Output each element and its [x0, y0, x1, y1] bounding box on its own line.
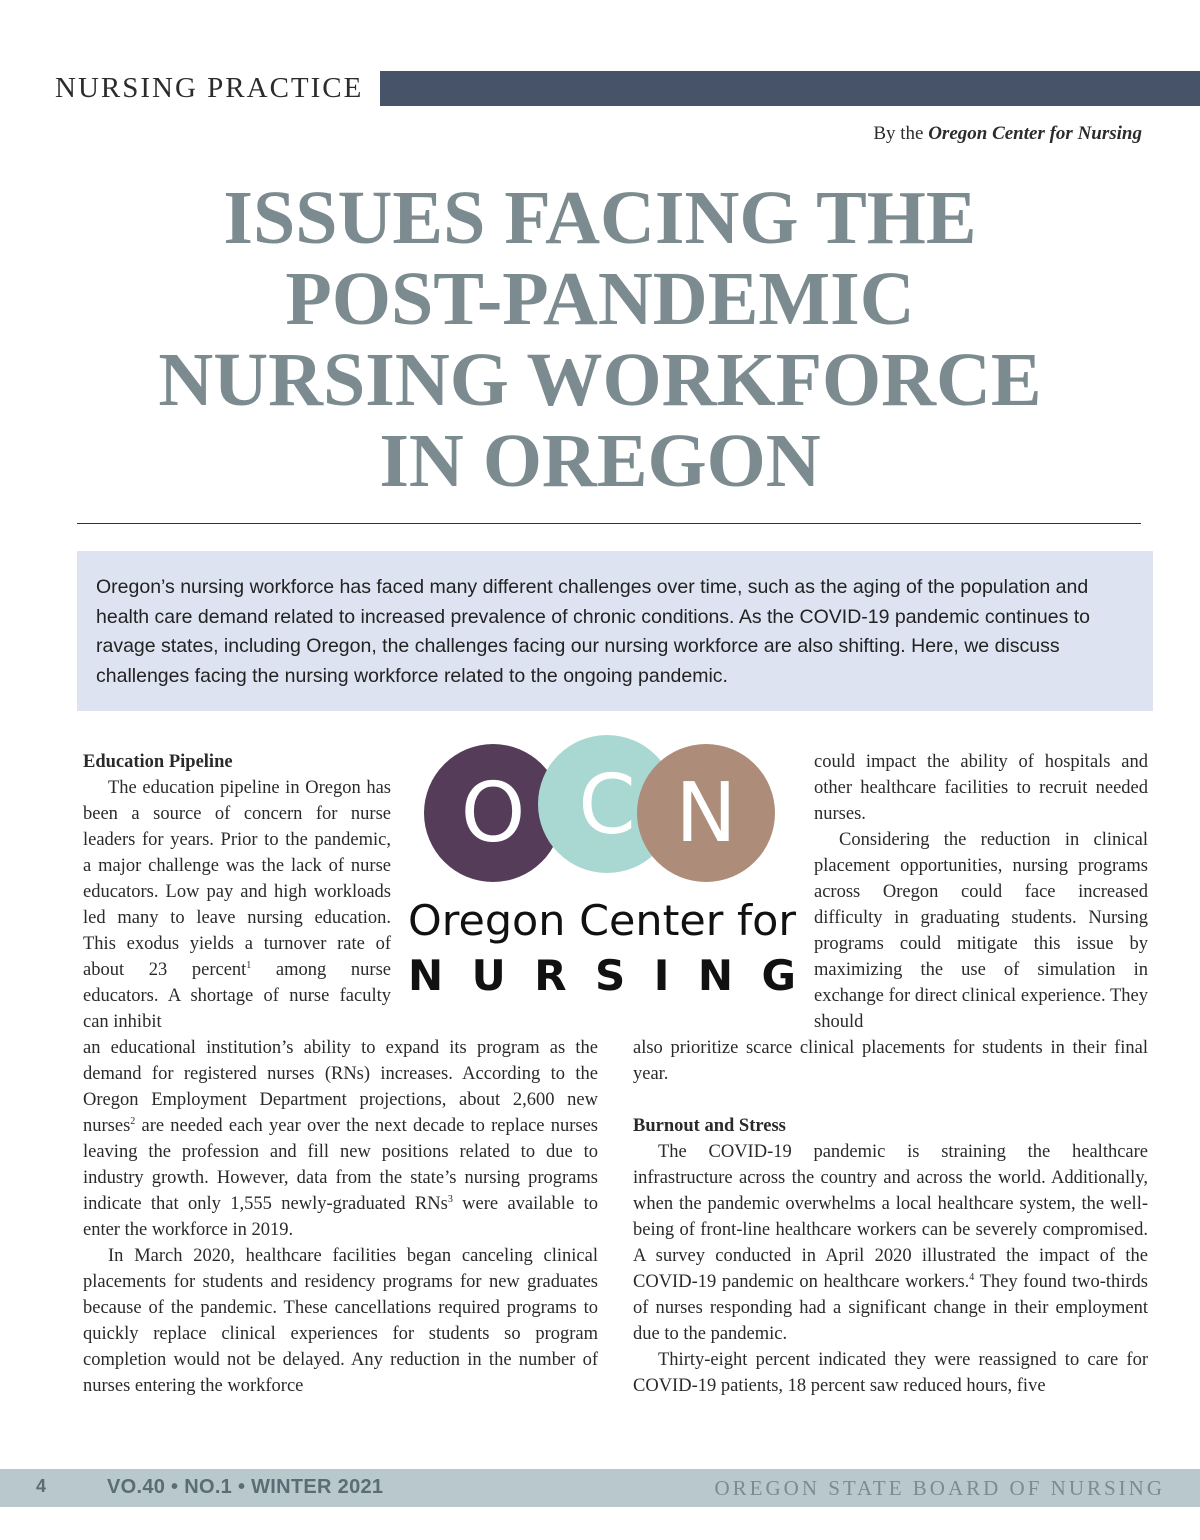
paragraph: an educational institution’s ability to expand its program as the demand for registered nurses (RNs) increases. According to the Oregon Employment Department projections, about 2,600 new nurses$^2$ are needed each year over the next decade to replace nurses leaving the profession and fill new positions related to due to industry growth. However, data from the state’s nursing programs indicate that only 1,555 newly-graduated RNs$^3$ were available to enter the workforce in 2019. — [83, 1038, 598, 1240]
header-bar — [380, 71, 1200, 106]
title-line: NURSING WORKFORCE — [158, 338, 1042, 422]
logo-letter-n: N — [675, 766, 737, 861]
logo-line2: N U R S I N G — [408, 951, 796, 998]
publication-name: OREGON STATE BOARD OF NURSING — [714, 1476, 1165, 1500]
title-line: POST-PANDEMIC — [285, 257, 915, 341]
paragraph: The education pipeline in Oregon has been a source of concern for nurse leaders for years. Prior to the pandemic, a major challenge was the lack of nurse educators. Low pay and high workloads led many to leave nursing education. This exodus yields a turnover rate of about 23 percent$^1$ among nurse educators. A shortage of nurse faculty can inhibit — [83, 778, 391, 1032]
footnote-ref: 1 — [246, 959, 252, 971]
footnote-ref: 2 — [130, 1115, 136, 1127]
paragraph: In March 2020, healthcare facilities began canceling clinical placements for students and residency programs for new graduates because of the pandemic. These cancellations required programs to quickly replace clinical experiences for students so program completion would not be delayed. Any reduction in the number of nurses entering the workforce — [83, 1246, 598, 1396]
paragraph: Considering the reduction in clinical placement opportunities, nursing programs across Oregon could face increased difficulty in graduating students. Nursing programs could mitigate this issue by maximizing the use of simulation in exchange for direct clinical experience. They should — [814, 830, 1148, 1032]
title-line: ISSUES FACING THE — [223, 176, 977, 260]
footnote-ref: 4 — [969, 1271, 975, 1283]
section-heading: Burnout and Stress — [633, 1116, 786, 1136]
intro-box: Oregon’s nursing workforce has faced many different challenges over time, such as the aging of the population and health care demand related to increased prevalence of chronic conditions. As the COVID-19 pandemic continues to ravage states, including Oregon, the challenges facing our nursing workforce are also shifting. Here, we discuss challenges facing the nursing workforce related to the ongoing pandemic. — [77, 551, 1153, 711]
logo-line1: Oregon Center for — [408, 896, 797, 945]
byline-org: Oregon Center for Nursing — [928, 123, 1142, 144]
logo-letter-c: C — [578, 758, 636, 853]
section-label: NURSING PRACTICE — [55, 72, 364, 104]
title-line: IN OREGON — [379, 419, 821, 503]
issue-info: VO.40 • NO.1 • WINTER 2021 — [107, 1476, 384, 1498]
byline-prefix: By the — [873, 123, 929, 144]
right-narrow-column — [814, 749, 1148, 1035]
logo-letter-o: O — [460, 766, 526, 861]
right-wide-column — [633, 1035, 1148, 1399]
byline — [873, 123, 1142, 145]
page-number: 4 — [36, 1476, 47, 1496]
article-title — [60, 178, 1140, 502]
ocn-logo — [405, 733, 800, 998]
paragraph: also prioritize scarce clinical placements for students in their final year. — [633, 1038, 1148, 1084]
paragraph: could impact the ability of hospitals and other healthcare facilities to recruit needed nurses. — [814, 752, 1148, 824]
paragraph: Thirty-eight percent indicated they were reassigned to care for COVID-19 patients, 18 percent saw reduced hours, five — [633, 1350, 1148, 1396]
footnote-ref: 3 — [447, 1193, 453, 1205]
section-heading: Education Pipeline — [83, 752, 233, 772]
left-narrow-column — [83, 749, 391, 1035]
title-divider — [77, 523, 1141, 524]
left-wide-column — [83, 1035, 598, 1399]
paragraph: The COVID-19 pandemic is straining the healthcare infrastructure across the country and across the world. Additionally, when the pandemic overwhelms a local healthcare system, the well-being of front-line healthcare workers can be severely compromised. A survey conducted in April 2020 illustrated the impact of the COVID-19 pandemic on healthcare workers.$^4$ They found two-thirds of nurses responding had a significant change in their employment due to the pandemic. — [633, 1142, 1149, 1344]
